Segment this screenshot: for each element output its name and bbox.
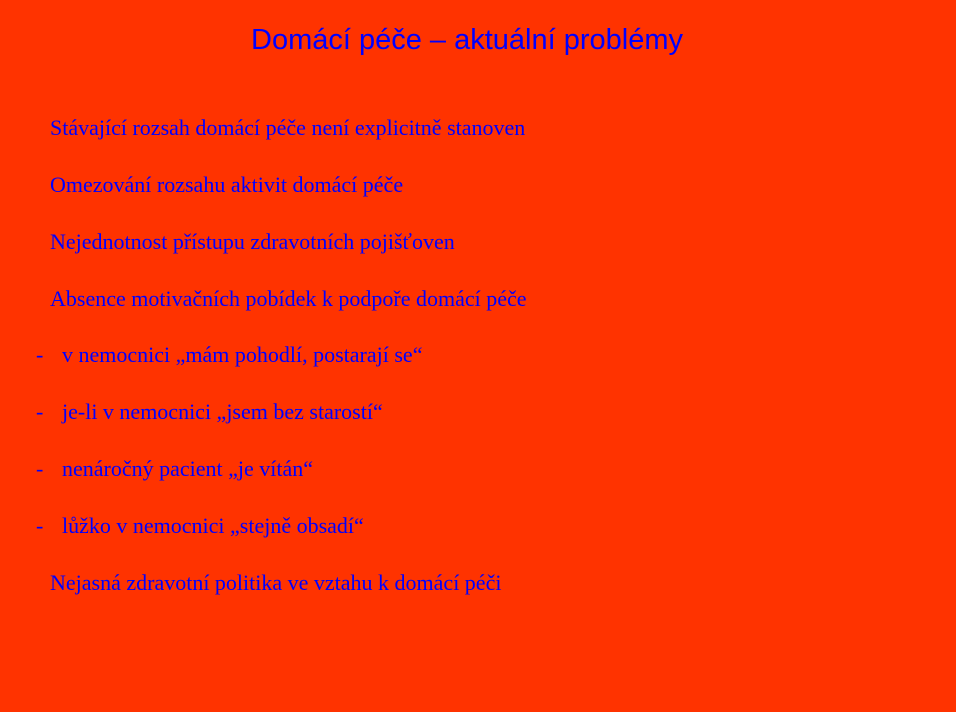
bullet-line: Nejednotnost přístupu zdravotních pojišťoven: [50, 229, 455, 254]
slide-title: Domácí péče – aktuální problémy: [251, 24, 683, 56]
dash-marker: -: [36, 399, 44, 424]
bullet-line: Nejasná zdravotní politika ve vztahu k domácí péči: [50, 570, 502, 595]
bullet-line: Omezování rozsahu aktivit domácí péče: [50, 172, 404, 197]
dash-marker: -: [36, 513, 44, 538]
dash-line-text: nenáročný pacient „je vítán“: [62, 456, 314, 481]
dash-marker: -: [36, 456, 44, 481]
bullet-line: Absence motivačních pobídek k podpoře domácí péče: [50, 286, 527, 311]
dash-line: [36, 456, 313, 482]
dash-line: [36, 399, 383, 425]
dash-line-text: v nemocnici „mám pohodlí, postarají se“: [62, 342, 423, 367]
bullet-line: Stávající rozsah domácí péče není explicitně stanoven: [50, 115, 526, 140]
dash-line-text: lůžko v nemocnici „stejně obsadí“: [62, 513, 364, 538]
dash-line: [36, 513, 364, 539]
dash-line-text: je-li v nemocnici „jsem bez starostí“: [62, 399, 383, 424]
dash-line: [36, 342, 422, 368]
dash-marker: -: [36, 342, 44, 367]
